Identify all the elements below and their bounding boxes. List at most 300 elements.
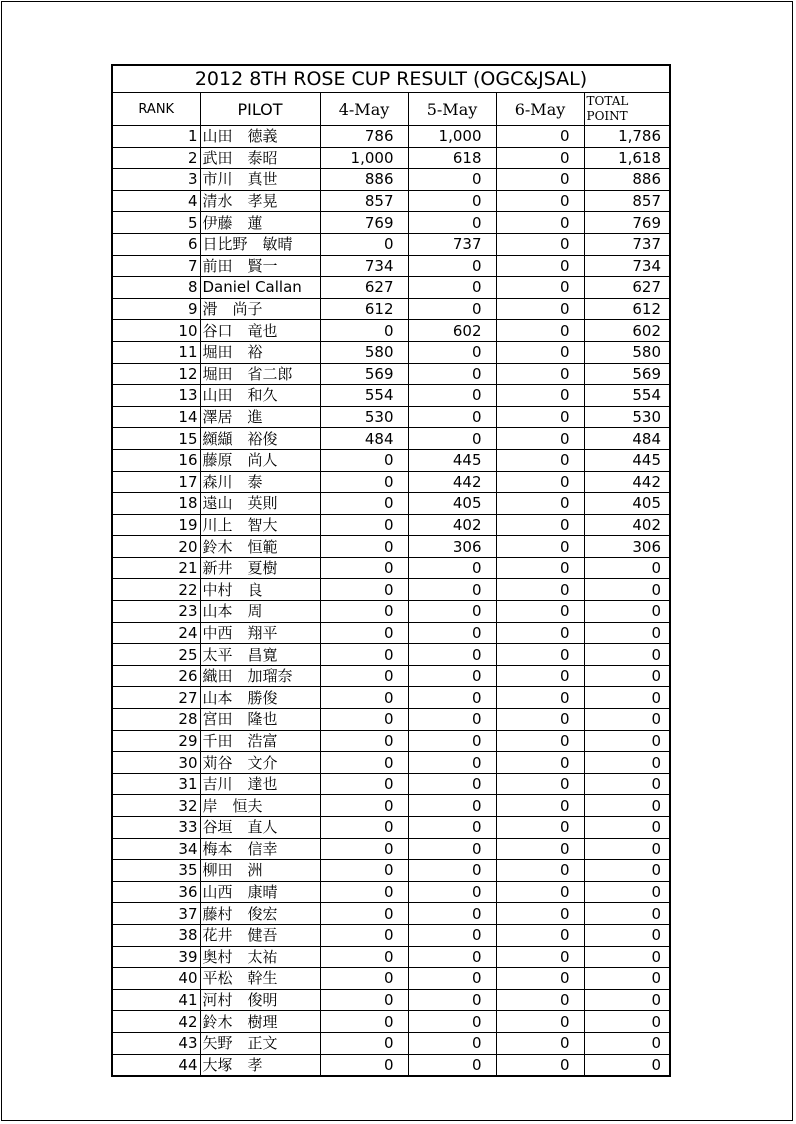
rank-cell: 26 [112,665,200,687]
pilot-cell: 鈴木 恒範 [200,536,320,558]
rank-cell: 38 [112,924,200,946]
total-cell: 0 [584,795,670,817]
table-row [112,557,670,579]
day2-cell: 737 [408,233,496,255]
day3-cell: 0 [496,1011,584,1033]
day3-cell: 0 [496,363,584,385]
table-row [112,773,670,795]
table-row [112,255,670,277]
total-cell: 0 [584,946,670,968]
table-row [112,406,670,428]
table-row [112,579,670,601]
day3-cell: 0 [496,622,584,644]
total-cell: 0 [584,730,670,752]
day1-cell: 530 [320,406,408,428]
day1-cell: 0 [320,449,408,471]
total-cell: 0 [584,1011,670,1033]
table-row [112,1011,670,1033]
table-row [112,449,670,471]
total-cell: 569 [584,363,670,385]
total-cell: 0 [584,579,670,601]
pilot-cell: 千田 浩富 [200,730,320,752]
total-cell: 886 [584,169,670,191]
day3-cell: 0 [496,1032,584,1054]
day1-cell: 0 [320,924,408,946]
day1-cell: 580 [320,341,408,363]
day1-cell: 0 [320,709,408,731]
day1-cell: 0 [320,752,408,774]
header-row [112,93,670,126]
table-row [112,233,670,255]
pilot-cell: 堀田 省二郎 [200,363,320,385]
day1-cell: 0 [320,687,408,709]
rank-cell: 11 [112,341,200,363]
table-row [112,277,670,299]
day2-cell: 0 [408,644,496,666]
pilot-cell: 市川 真世 [200,169,320,191]
table-row [112,881,670,903]
day1-cell: 734 [320,255,408,277]
total-cell: 0 [584,644,670,666]
total-cell: 627 [584,277,670,299]
day3-cell: 0 [496,709,584,731]
day1-cell: 0 [320,471,408,493]
total-cell: 554 [584,385,670,407]
pilot-cell: Daniel Callan [200,277,320,299]
day3-cell: 0 [496,687,584,709]
table-row [112,320,670,342]
day1-cell: 0 [320,1054,408,1076]
day2-cell: 0 [408,881,496,903]
day3-cell: 0 [496,946,584,968]
total-cell: 0 [584,665,670,687]
table-row [112,514,670,536]
total-cell: 734 [584,255,670,277]
total-cell: 405 [584,493,670,515]
day3-cell: 0 [496,406,584,428]
day2-header: 5-May [408,93,496,126]
day3-cell: 0 [496,1054,584,1076]
day1-cell: 0 [320,579,408,601]
day1-cell: 0 [320,601,408,623]
table-row [112,601,670,623]
day2-cell: 0 [408,730,496,752]
rank-cell: 19 [112,514,200,536]
day1-cell: 0 [320,989,408,1011]
total-header-line2: POINT [586,109,628,123]
pilot-cell: 鈴木 樹理 [200,1011,320,1033]
day1-cell: 0 [320,838,408,860]
table-row [112,924,670,946]
pilot-cell: 日比野 敏晴 [200,233,320,255]
day1-cell: 1,000 [320,147,408,169]
day3-cell: 0 [496,989,584,1011]
total-cell: 857 [584,190,670,212]
pilot-cell: 中西 翔平 [200,622,320,644]
rank-cell: 29 [112,730,200,752]
pilot-cell: 伊藤 蓮 [200,212,320,234]
day2-cell: 0 [408,687,496,709]
day3-cell: 0 [496,298,584,320]
pilot-cell: 矢野 正文 [200,1032,320,1054]
day1-cell: 0 [320,1011,408,1033]
rank-cell: 30 [112,752,200,774]
day1-cell: 0 [320,881,408,903]
rank-cell: 27 [112,687,200,709]
total-cell: 769 [584,212,670,234]
pilot-cell: 山田 和久 [200,385,320,407]
table-row [112,622,670,644]
table-row [112,730,670,752]
day3-cell: 0 [496,601,584,623]
pilot-cell: 柳田 洲 [200,860,320,882]
table-row [112,363,670,385]
rank-cell: 21 [112,557,200,579]
day1-cell: 0 [320,644,408,666]
day2-cell: 602 [408,320,496,342]
rank-cell: 44 [112,1054,200,1076]
total-cell: 0 [584,881,670,903]
total-cell: 0 [584,924,670,946]
rank-cell: 35 [112,860,200,882]
day2-cell: 0 [408,665,496,687]
day2-cell: 402 [408,514,496,536]
day2-cell: 0 [408,601,496,623]
pilot-cell: 宮田 隆也 [200,709,320,731]
rank-cell: 1 [112,126,200,148]
rank-cell: 18 [112,493,200,515]
rank-cell: 36 [112,881,200,903]
day3-cell: 0 [496,277,584,299]
total-cell: 0 [584,709,670,731]
day1-cell: 612 [320,298,408,320]
results-table [111,64,671,1077]
day1-cell: 0 [320,233,408,255]
day3-cell: 0 [496,752,584,774]
day3-cell: 0 [496,341,584,363]
page-title: 2012 8TH ROSE CUP RESULT (OGC&JSAL) [112,65,670,93]
day2-cell: 0 [408,838,496,860]
day3-cell: 0 [496,665,584,687]
day1-cell: 0 [320,773,408,795]
day3-cell: 0 [496,449,584,471]
day3-cell: 0 [496,536,584,558]
rank-cell: 33 [112,817,200,839]
day3-cell: 0 [496,557,584,579]
total-cell: 306 [584,536,670,558]
day1-cell: 0 [320,320,408,342]
rank-cell: 32 [112,795,200,817]
day3-cell: 0 [496,514,584,536]
day1-cell: 0 [320,536,408,558]
day1-cell: 0 [320,1032,408,1054]
day2-cell: 442 [408,471,496,493]
day2-cell: 0 [408,212,496,234]
day3-cell: 0 [496,860,584,882]
table-row [112,169,670,191]
total-cell: 1,618 [584,147,670,169]
table-row [112,817,670,839]
pilot-cell: 森川 泰 [200,471,320,493]
day3-cell: 0 [496,233,584,255]
rank-cell: 15 [112,428,200,450]
total-cell: 0 [651,1055,662,1074]
table-row [112,968,670,990]
rank-cell: 24 [112,622,200,644]
rank-cell: 16 [112,449,200,471]
pilot-cell: 谷垣 直人 [200,817,320,839]
pilot-cell: 澤居 進 [200,406,320,428]
pilot-cell: 滑 尚子 [200,298,320,320]
day3-cell: 0 [496,212,584,234]
table-row [112,644,670,666]
day1-cell: 0 [320,968,408,990]
table-row [112,298,670,320]
pilot-cell: 遠山 英則 [200,493,320,515]
day1-header: 4-May [320,93,408,126]
day3-cell: 0 [496,881,584,903]
day2-cell: 0 [408,169,496,191]
day2-cell: 0 [408,385,496,407]
pilot-cell: 山西 康晴 [200,881,320,903]
day2-cell: 0 [408,277,496,299]
table-row [112,946,670,968]
day2-cell: 0 [408,406,496,428]
day3-cell: 0 [496,579,584,601]
total-cell: 0 [584,1032,670,1054]
day1-cell: 627 [320,277,408,299]
rank-cell: 2 [112,147,200,169]
pilot-cell: 苅谷 文介 [200,752,320,774]
table-row [112,536,670,558]
table-row [112,709,670,731]
rank-cell: 39 [112,946,200,968]
pilot-cell: 大塚 孝 [200,1054,320,1076]
pilot-cell: 新井 夏樹 [200,557,320,579]
day2-cell: 0 [408,903,496,925]
pilot-cell: 谷口 竜也 [200,320,320,342]
day2-cell: 0 [408,428,496,450]
total-cell: 0 [584,601,670,623]
total-cell: 0 [584,622,670,644]
rank-cell: 43 [112,1032,200,1054]
rank-cell: 25 [112,644,200,666]
day2-cell: 0 [408,363,496,385]
table-row [112,687,670,709]
pilot-cell: 平松 幹生 [200,968,320,990]
day1-cell: 554 [320,385,408,407]
rank-cell: 31 [112,773,200,795]
day2-cell: 445 [408,449,496,471]
day1-cell: 786 [320,126,408,148]
day3-cell: 0 [496,730,584,752]
rank-cell: 7 [112,255,200,277]
total-cell: 0 [584,903,670,925]
pilot-cell: 川上 智大 [200,514,320,536]
total-cell: 0 [584,557,670,579]
day1-cell: 0 [320,946,408,968]
table-row [112,989,670,1011]
day3-cell: 0 [496,126,584,148]
table-row [112,147,670,169]
day2-cell: 0 [408,190,496,212]
rank-cell: 42 [112,1011,200,1033]
day3-cell: 0 [496,838,584,860]
day3-cell: 0 [496,428,584,450]
rank-header: RANK [112,93,200,126]
table-row [112,1054,670,1076]
day2-cell: 0 [408,709,496,731]
total-cell: 0 [584,989,670,1011]
total-cell: 737 [584,233,670,255]
table-row [112,493,670,515]
day2-cell: 0 [408,298,496,320]
rank-cell: 12 [112,363,200,385]
table-row [112,190,670,212]
day3-cell: 0 [496,795,584,817]
day3-cell: 0 [496,471,584,493]
day2-cell: 0 [408,752,496,774]
pilot-cell: 前田 賢一 [200,255,320,277]
rank-cell: 22 [112,579,200,601]
pilot-cell: 岸 恒夫 [200,795,320,817]
table-row [112,752,670,774]
total-cell: 445 [584,449,670,471]
rank-cell: 13 [112,385,200,407]
day2-cell: 0 [408,557,496,579]
table-row [112,903,670,925]
pilot-cell: 山田 徳義 [200,126,320,148]
day3-cell: 0 [496,968,584,990]
rank-cell: 9 [112,298,200,320]
pilot-cell: 清水 孝晃 [200,190,320,212]
day2-cell: 306 [408,536,496,558]
day3-cell: 0 [496,147,584,169]
pilot-header: PILOT [200,93,320,126]
day2-cell: 405 [408,493,496,515]
total-cell: 0 [584,817,670,839]
total-cell: 484 [584,428,670,450]
day2-cell: 0 [408,341,496,363]
day2-cell: 0 [408,579,496,601]
day3-header: 6-May [496,93,584,126]
day1-cell: 569 [320,363,408,385]
day1-cell: 0 [320,514,408,536]
rank-cell: 4 [112,190,200,212]
total-cell: 402 [584,514,670,536]
table-row [112,860,670,882]
title-row [112,65,670,93]
day3-cell: 0 [496,903,584,925]
total-cell: 0 [584,687,670,709]
pilot-cell: 河村 俊明 [200,989,320,1011]
rank-cell: 10 [112,320,200,342]
rank-cell: 20 [112,536,200,558]
rank-cell: 3 [112,169,200,191]
pilot-cell: 山本 周 [200,601,320,623]
total-header [584,93,670,126]
day3-cell: 0 [496,169,584,191]
total-cell: 0 [584,838,670,860]
day1-cell: 857 [320,190,408,212]
day1-cell: 484 [320,428,408,450]
day1-cell: 769 [320,212,408,234]
total-cell: 0 [584,752,670,774]
day1-cell: 0 [320,817,408,839]
total-cell: 0 [584,968,670,990]
rank-cell: 28 [112,709,200,731]
table-row [112,385,670,407]
day3-cell: 0 [496,190,584,212]
day1-cell: 0 [320,903,408,925]
total-cell: 602 [584,320,670,342]
pilot-cell: 梅本 信幸 [200,838,320,860]
pilot-cell: 吉川 達也 [200,773,320,795]
pilot-cell: 藤村 俊宏 [200,903,320,925]
day2-cell: 0 [408,989,496,1011]
day2-cell: 0 [408,946,496,968]
rank-cell: 34 [112,838,200,860]
day3-cell: 0 [496,644,584,666]
day3-cell: 0 [496,773,584,795]
pilot-cell: 堀田 裕 [200,341,320,363]
day2-cell: 0 [408,795,496,817]
rank-cell: 40 [112,968,200,990]
rank-cell: 5 [112,212,200,234]
day1-cell: 0 [320,795,408,817]
day2-cell: 1,000 [408,126,496,148]
table-row [112,428,670,450]
table-row [112,471,670,493]
table-row [112,665,670,687]
day1-cell: 886 [320,169,408,191]
total-cell: 530 [584,406,670,428]
day2-cell: 0 [408,1011,496,1033]
rank-cell: 14 [112,406,200,428]
rank-cell: 37 [112,903,200,925]
day2-cell: 0 [408,773,496,795]
pilot-cell: 藤原 尚人 [200,449,320,471]
table-row [112,1032,670,1054]
total-header-line1: TOTAL [586,94,629,108]
rank-cell: 41 [112,989,200,1011]
table-row [112,126,670,148]
day3-cell: 0 [496,817,584,839]
rank-cell: 17 [112,471,200,493]
day1-cell: 0 [320,557,408,579]
table-row [112,212,670,234]
pilot-cell: 纐纈 裕俊 [200,428,320,450]
pilot-cell: 織田 加瑠奈 [200,665,320,687]
pilot-cell: 中村 良 [200,579,320,601]
day3-cell: 0 [496,255,584,277]
pilot-cell: 武田 泰昭 [200,147,320,169]
table-row [112,341,670,363]
day2-cell: 0 [408,1054,496,1076]
total-cell: 580 [584,341,670,363]
day2-cell: 0 [408,622,496,644]
pilot-cell: 山本 勝俊 [200,687,320,709]
day2-cell: 0 [408,255,496,277]
pilot-cell: 花井 健吾 [200,924,320,946]
day2-cell: 0 [408,860,496,882]
day1-cell: 0 [320,493,408,515]
total-cell: 1,786 [584,126,670,148]
day1-cell: 0 [320,622,408,644]
day1-cell: 0 [320,730,408,752]
day3-cell: 0 [496,320,584,342]
table-row [112,795,670,817]
